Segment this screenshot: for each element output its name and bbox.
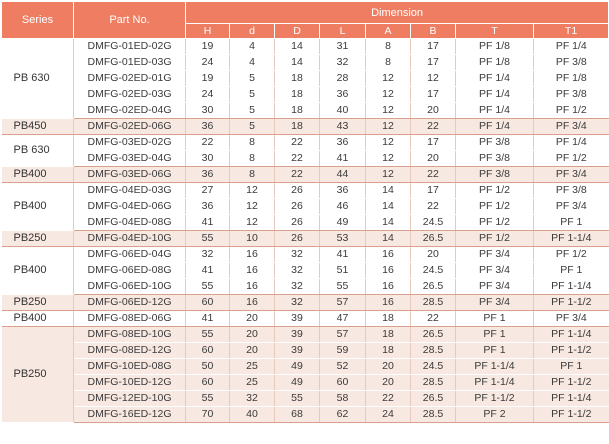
dim-cell-t: PF 1/2 xyxy=(456,215,534,231)
dim-cell-d-upper: 32 xyxy=(275,247,320,263)
table-row xyxy=(2,327,609,343)
dim-cell-t1: PF 3/8 xyxy=(534,183,609,199)
dim-cell-t: PF 1/4 xyxy=(456,119,534,135)
dim-cell-t1: PF 1/8 xyxy=(534,71,609,87)
dim-cell-t: PF 1/4 xyxy=(456,87,534,103)
dim-cell-d: 12 xyxy=(230,199,275,215)
dim-cell-t1: PF 1 xyxy=(534,215,609,231)
dim-cell-l: 41 xyxy=(320,151,366,167)
dim-cell-a: 16 xyxy=(366,247,411,263)
dim-cell-b: 20 xyxy=(411,247,456,263)
dim-cell-d-upper: 49 xyxy=(275,359,320,375)
dim-cell-d: 40 xyxy=(230,407,275,423)
dim-cell-b: 28.5 xyxy=(411,343,456,359)
dim-cell-h: 36 xyxy=(186,199,230,215)
dim-cell-t1: PF 1 xyxy=(534,359,609,375)
dim-cell-h: 32 xyxy=(186,247,230,263)
dim-cell-t1: PF 3/8 xyxy=(534,87,609,103)
dim-cell-d-upper: 18 xyxy=(275,71,320,87)
dim-cell-t: PF 3/4 xyxy=(456,279,534,295)
dim-cell-b: 26.5 xyxy=(411,231,456,247)
dim-cell-l: 51 xyxy=(320,263,366,279)
dim-cell-l: 36 xyxy=(320,87,366,103)
dim-cell-h: 55 xyxy=(186,327,230,343)
dim-cell-b: 20 xyxy=(411,103,456,119)
dim-cell-b: 28.5 xyxy=(411,375,456,391)
dim-cell-t: PF 2 xyxy=(456,407,534,423)
dim-cell-a: 14 xyxy=(366,199,411,215)
dim-cell-t: PF 3/4 xyxy=(456,247,534,263)
dim-cell-l: 62 xyxy=(320,407,366,423)
dim-cell-b: 24.5 xyxy=(411,215,456,231)
part-no-cell: DMFG-08ED-06G xyxy=(74,311,186,327)
dim-cell-h: 50 xyxy=(186,359,230,375)
dim-cell-h: 60 xyxy=(186,343,230,359)
series-cell: PB250 xyxy=(2,231,74,247)
dim-cell-a: 14 xyxy=(366,215,411,231)
dim-cell-t: PF 1/2 xyxy=(456,231,534,247)
col-header-t1: T1 xyxy=(534,24,609,39)
series-cell: PB 630 xyxy=(2,135,74,167)
dim-cell-b: 28.5 xyxy=(411,295,456,311)
dim-cell-l: 32 xyxy=(320,55,366,71)
dim-cell-a: 22 xyxy=(366,391,411,407)
dim-cell-b: 17 xyxy=(411,39,456,55)
col-header-h: H xyxy=(186,24,230,39)
dim-cell-a: 18 xyxy=(366,343,411,359)
dim-cell-h: 30 xyxy=(186,103,230,119)
col-header-l: L xyxy=(320,24,366,39)
table-row xyxy=(2,311,609,327)
dim-cell-t: PF 1/8 xyxy=(456,55,534,71)
dim-cell-d-upper: 22 xyxy=(275,135,320,151)
series-header: Series xyxy=(2,2,74,39)
table-row xyxy=(2,87,609,103)
dim-cell-d: 5 xyxy=(230,87,275,103)
dim-cell-a: 24 xyxy=(366,407,411,423)
series-cell: PB400 xyxy=(2,183,74,231)
col-header-d: d xyxy=(230,24,275,39)
dim-cell-h: 60 xyxy=(186,295,230,311)
dim-cell-b: 24.5 xyxy=(411,263,456,279)
part-no-cell: DMFG-06ED-08G xyxy=(74,263,186,279)
dim-cell-d-upper: 18 xyxy=(275,103,320,119)
dim-cell-t1: PF 3/4 xyxy=(534,167,609,183)
dim-cell-t: PF 1/4 xyxy=(456,103,534,119)
table-row xyxy=(2,359,609,375)
dim-cell-t: PF 1 xyxy=(456,311,534,327)
dim-cell-b: 17 xyxy=(411,55,456,71)
part-no-cell: DMFG-06ED-12G xyxy=(74,295,186,311)
col-header-D: D xyxy=(275,24,320,39)
part-no-cell: DMFG-04ED-10G xyxy=(74,231,186,247)
part-no-cell: DMFG-06ED-04G xyxy=(74,247,186,263)
dim-cell-d-upper: 39 xyxy=(275,343,320,359)
dim-cell-d: 8 xyxy=(230,135,275,151)
dim-cell-h: 55 xyxy=(186,231,230,247)
col-header-a: A xyxy=(366,24,411,39)
dim-cell-h: 41 xyxy=(186,311,230,327)
dim-cell-a: 8 xyxy=(366,39,411,55)
dim-cell-d: 16 xyxy=(230,263,275,279)
part-no-cell: DMFG-04ED-03G xyxy=(74,183,186,199)
dim-cell-l: 57 xyxy=(320,295,366,311)
dim-cell-l: 55 xyxy=(320,279,366,295)
dim-cell-t: PF 1/2 xyxy=(456,183,534,199)
table-row xyxy=(2,391,609,407)
dim-cell-d-upper: 26 xyxy=(275,199,320,215)
dim-cell-d-upper: 39 xyxy=(275,327,320,343)
series-cell: PB400 xyxy=(2,247,74,295)
dim-cell-a: 16 xyxy=(366,263,411,279)
dim-cell-h: 30 xyxy=(186,151,230,167)
table-row xyxy=(2,183,609,199)
dim-cell-l: 41 xyxy=(320,247,366,263)
table-row xyxy=(2,55,609,71)
dim-cell-t1: PF 3/4 xyxy=(534,119,609,135)
dim-cell-d: 20 xyxy=(230,311,275,327)
dim-cell-t: PF 3/4 xyxy=(456,263,534,279)
dim-cell-t1: PF 1/2 xyxy=(534,151,609,167)
table-body xyxy=(2,39,609,423)
dim-cell-t1: PF 1-1/2 xyxy=(534,295,609,311)
dim-cell-h: 55 xyxy=(186,391,230,407)
dim-cell-l: 31 xyxy=(320,39,366,55)
dim-cell-a: 14 xyxy=(366,183,411,199)
table-row xyxy=(2,103,609,119)
dim-cell-d: 20 xyxy=(230,327,275,343)
dim-cell-d: 16 xyxy=(230,279,275,295)
dim-cell-b: 22 xyxy=(411,311,456,327)
series-cell: PB450 xyxy=(2,119,74,135)
dim-cell-t1: PF 1/4 xyxy=(534,135,609,151)
dim-cell-b: 26.5 xyxy=(411,391,456,407)
dim-cell-d-upper: 18 xyxy=(275,119,320,135)
dim-cell-d: 16 xyxy=(230,247,275,263)
dim-cell-a: 12 xyxy=(366,87,411,103)
dim-cell-d: 5 xyxy=(230,71,275,87)
dim-cell-d-upper: 32 xyxy=(275,279,320,295)
table-row xyxy=(2,39,609,55)
dim-cell-a: 12 xyxy=(366,151,411,167)
table-row xyxy=(2,231,609,247)
dim-cell-l: 44 xyxy=(320,167,366,183)
table-row xyxy=(2,375,609,391)
dim-cell-h: 55 xyxy=(186,279,230,295)
dim-cell-d: 20 xyxy=(230,343,275,359)
dim-cell-a: 18 xyxy=(366,311,411,327)
dim-cell-l: 52 xyxy=(320,359,366,375)
dim-cell-h: 24 xyxy=(186,55,230,71)
dim-cell-h: 36 xyxy=(186,167,230,183)
dim-cell-t1: PF 3/4 xyxy=(534,311,609,327)
dim-cell-a: 18 xyxy=(366,327,411,343)
dim-cell-t1: PF 3/4 xyxy=(534,199,609,215)
dimension-table xyxy=(1,1,609,423)
dim-cell-t: PF 1/8 xyxy=(456,39,534,55)
dim-cell-d-upper: 18 xyxy=(275,87,320,103)
dim-cell-l: 36 xyxy=(320,135,366,151)
dim-cell-t1: PF 1/4 xyxy=(534,39,609,55)
dimension-header: Dimension xyxy=(186,2,609,24)
table-row xyxy=(2,407,609,423)
dim-cell-d-upper: 22 xyxy=(275,167,320,183)
part-no-cell: DMFG-08ED-10G xyxy=(74,327,186,343)
dim-cell-a: 16 xyxy=(366,295,411,311)
dim-cell-d-upper: 32 xyxy=(275,295,320,311)
dim-cell-d: 5 xyxy=(230,103,275,119)
dim-cell-d: 5 xyxy=(230,119,275,135)
table-row xyxy=(2,151,609,167)
dim-cell-d: 12 xyxy=(230,215,275,231)
part-no-cell: DMFG-03ED-06G xyxy=(74,167,186,183)
dim-cell-b: 12 xyxy=(411,71,456,87)
dim-cell-b: 17 xyxy=(411,135,456,151)
dim-cell-l: 47 xyxy=(320,311,366,327)
dim-cell-b: 17 xyxy=(411,87,456,103)
part-no-cell: DMFG-01ED-03G xyxy=(74,55,186,71)
dim-cell-a: 20 xyxy=(366,375,411,391)
dim-cell-b: 22 xyxy=(411,199,456,215)
dim-cell-a: 8 xyxy=(366,55,411,71)
dim-cell-d: 12 xyxy=(230,183,275,199)
dim-cell-l: 40 xyxy=(320,103,366,119)
dim-cell-h: 19 xyxy=(186,71,230,87)
dim-cell-l: 60 xyxy=(320,375,366,391)
dim-cell-d-upper: 26 xyxy=(275,183,320,199)
part-no-cell: DMFG-10ED-08G xyxy=(74,359,186,375)
dim-cell-d-upper: 32 xyxy=(275,263,320,279)
dim-cell-b: 24.5 xyxy=(411,359,456,375)
dim-cell-l: 36 xyxy=(320,183,366,199)
part-no-cell: DMFG-01ED-02G xyxy=(74,39,186,55)
part-no-cell: DMFG-12ED-10G xyxy=(74,391,186,407)
part-no-cell: DMFG-02ED-01G xyxy=(74,71,186,87)
dim-cell-d: 4 xyxy=(230,39,275,55)
dim-cell-t: PF 1 xyxy=(456,327,534,343)
table-row xyxy=(2,279,609,295)
dim-cell-a: 12 xyxy=(366,71,411,87)
dim-cell-d-upper: 14 xyxy=(275,55,320,71)
series-cell: PB400 xyxy=(2,311,74,327)
dim-cell-h: 24 xyxy=(186,87,230,103)
dim-cell-h: 22 xyxy=(186,135,230,151)
dim-cell-l: 46 xyxy=(320,199,366,215)
dim-cell-t: PF 1-1/4 xyxy=(456,359,534,375)
dim-cell-t1: PF 1-1/4 xyxy=(534,231,609,247)
table-row xyxy=(2,119,609,135)
dim-cell-b: 26.5 xyxy=(411,327,456,343)
part-no-header: Part No. xyxy=(74,2,186,39)
table-row xyxy=(2,199,609,215)
part-no-cell: DMFG-02ED-06G xyxy=(74,119,186,135)
dim-cell-t: PF 1-1/4 xyxy=(456,375,534,391)
part-no-cell: DMFG-04ED-08G xyxy=(74,215,186,231)
part-no-cell: DMFG-02ED-03G xyxy=(74,87,186,103)
table-row xyxy=(2,343,609,359)
part-no-cell: DMFG-02ED-04G xyxy=(74,103,186,119)
dim-cell-d-upper: 39 xyxy=(275,311,320,327)
dim-cell-d-upper: 22 xyxy=(275,151,320,167)
series-cell: PB 630 xyxy=(2,39,74,119)
table-row xyxy=(2,263,609,279)
series-cell: PB250 xyxy=(2,295,74,311)
dim-cell-d: 8 xyxy=(230,151,275,167)
dim-cell-t: PF 3/8 xyxy=(456,151,534,167)
dim-cell-a: 12 xyxy=(366,167,411,183)
dim-cell-t: PF 3/8 xyxy=(456,167,534,183)
dim-cell-h: 36 xyxy=(186,119,230,135)
dim-cell-a: 12 xyxy=(366,135,411,151)
dim-cell-h: 41 xyxy=(186,215,230,231)
dim-cell-t1: PF 1/2 xyxy=(534,103,609,119)
part-no-cell: DMFG-16ED-12G xyxy=(74,407,186,423)
dim-cell-d: 25 xyxy=(230,375,275,391)
dim-cell-d: 16 xyxy=(230,295,275,311)
dim-cell-t1: PF 1 xyxy=(534,263,609,279)
dim-cell-h: 70 xyxy=(186,407,230,423)
part-no-cell: DMFG-06ED-10G xyxy=(74,279,186,295)
table-row xyxy=(2,167,609,183)
dim-cell-t1: PF 1-1/2 xyxy=(534,375,609,391)
dim-cell-b: 17 xyxy=(411,183,456,199)
table-row xyxy=(2,295,609,311)
dim-cell-l: 58 xyxy=(320,391,366,407)
dim-cell-a: 14 xyxy=(366,231,411,247)
dim-cell-t1: PF 3/8 xyxy=(534,55,609,71)
dim-cell-t1: PF 1-1/4 xyxy=(534,391,609,407)
dim-cell-h: 60 xyxy=(186,375,230,391)
dim-cell-t: PF 3/4 xyxy=(456,295,534,311)
dim-cell-d-upper: 55 xyxy=(275,391,320,407)
dim-cell-h: 41 xyxy=(186,263,230,279)
table-row xyxy=(2,247,609,263)
series-cell: PB400 xyxy=(2,167,74,183)
dim-cell-d: 32 xyxy=(230,391,275,407)
table-header xyxy=(2,2,609,39)
dim-cell-h: 19 xyxy=(186,39,230,55)
dim-cell-l: 43 xyxy=(320,119,366,135)
dim-cell-b: 26.5 xyxy=(411,279,456,295)
dim-cell-d-upper: 68 xyxy=(275,407,320,423)
dim-cell-d: 10 xyxy=(230,231,275,247)
dim-cell-d: 25 xyxy=(230,359,275,375)
dim-cell-b: 20 xyxy=(411,151,456,167)
dim-cell-l: 28 xyxy=(320,71,366,87)
table-row xyxy=(2,71,609,87)
dim-cell-h: 27 xyxy=(186,183,230,199)
col-header-b: B xyxy=(411,24,456,39)
dim-cell-d-upper: 14 xyxy=(275,39,320,55)
dim-cell-t1: PF 1-1/2 xyxy=(534,407,609,423)
table-row xyxy=(2,135,609,151)
dim-cell-t1: PF 1-1/4 xyxy=(534,279,609,295)
dim-cell-t: PF 1-1/2 xyxy=(456,391,534,407)
table-row xyxy=(2,215,609,231)
dim-cell-l: 49 xyxy=(320,215,366,231)
dim-cell-l: 59 xyxy=(320,343,366,359)
dim-cell-a: 16 xyxy=(366,279,411,295)
dim-cell-l: 57 xyxy=(320,327,366,343)
dim-cell-a: 12 xyxy=(366,103,411,119)
series-cell: PB250 xyxy=(2,327,74,423)
dim-cell-b: 22 xyxy=(411,119,456,135)
part-no-cell: DMFG-04ED-06G xyxy=(74,199,186,215)
dim-cell-b: 28.5 xyxy=(411,407,456,423)
dim-cell-t1: PF 1-1/2 xyxy=(534,343,609,359)
dim-cell-d-upper: 26 xyxy=(275,215,320,231)
dim-cell-l: 53 xyxy=(320,231,366,247)
dim-cell-t: PF 3/8 xyxy=(456,135,534,151)
dim-cell-d: 4 xyxy=(230,55,275,71)
col-header-t: T xyxy=(456,24,534,39)
dim-cell-a: 12 xyxy=(366,119,411,135)
dim-cell-t: PF 1 xyxy=(456,343,534,359)
dim-cell-d-upper: 26 xyxy=(275,231,320,247)
dim-cell-t: PF 1/2 xyxy=(456,199,534,215)
dim-cell-a: 20 xyxy=(366,359,411,375)
part-no-cell: DMFG-03ED-02G xyxy=(74,135,186,151)
part-no-cell: DMFG-10ED-12G xyxy=(74,375,186,391)
dim-cell-d-upper: 49 xyxy=(275,375,320,391)
dim-cell-b: 22 xyxy=(411,167,456,183)
part-no-cell: DMFG-03ED-04G xyxy=(74,151,186,167)
dim-cell-d: 8 xyxy=(230,167,275,183)
dim-cell-t1: PF 1-1/4 xyxy=(534,327,609,343)
dim-cell-t: PF 1/4 xyxy=(456,71,534,87)
part-no-cell: DMFG-08ED-12G xyxy=(74,343,186,359)
dim-cell-t1: PF 1/2 xyxy=(534,247,609,263)
